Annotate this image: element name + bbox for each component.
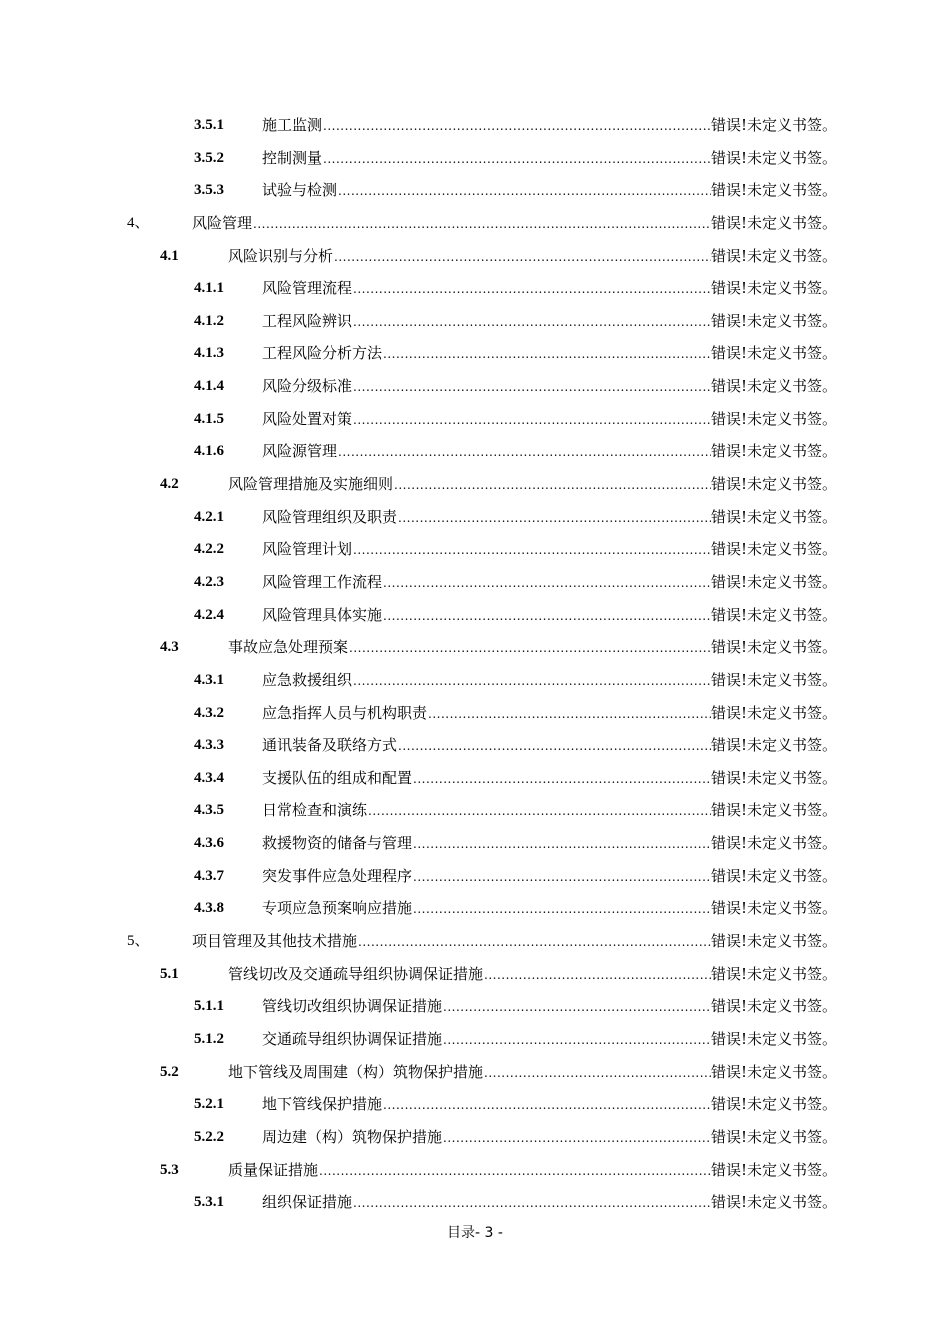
toc-entry-title: 风险处置对策 (262, 409, 353, 428)
toc-entry-number: 4.1.2 (194, 312, 224, 329)
toc-entry-number: 4.3.3 (194, 737, 224, 754)
toc-entry-title: 地下管线及周围建（构）筑物保护措施 (228, 1062, 484, 1081)
toc-entry-title: 交通疏导组织协调保证措施 (262, 1029, 443, 1048)
toc-entry-title: 风险管理具体实施 (262, 605, 383, 624)
dot-leader (383, 599, 711, 632)
toc-entry-number: 5.1.1 (194, 998, 224, 1015)
toc-entry-page: 错误!未定义书签。 (710, 1062, 837, 1081)
toc-entry[interactable] (0, 762, 950, 795)
toc-entry-page: 错误!未定义书签。 (710, 148, 837, 167)
toc-entry-number: 4.3.6 (194, 835, 224, 852)
toc-entry-title: 风险识别与分析 (228, 246, 334, 265)
dot-leader (323, 109, 711, 142)
toc-entry-number: 5.2 (160, 1063, 179, 1080)
toc-entry-number: 5、 (127, 933, 150, 950)
toc-entry-page: 错误!未定义书签。 (710, 703, 837, 722)
toc-entry[interactable] (0, 631, 950, 664)
toc-entry-page: 错误!未定义书签。 (710, 768, 837, 787)
toc-entry-page: 错误!未定义书签。 (710, 377, 837, 396)
toc-entry-title: 风险分级标准 (262, 377, 353, 396)
toc-entry-title: 地下管线保护措施 (262, 1095, 383, 1114)
toc-entry-page: 错误!未定义书签。 (710, 540, 837, 559)
dot-leader (334, 240, 711, 273)
toc-entry-title: 应急指挥人员与机构职责 (262, 703, 428, 722)
toc-entry-title: 周边建（构）筑物保护措施 (262, 1127, 443, 1146)
toc-entry[interactable] (0, 1088, 950, 1121)
toc-entry[interactable] (0, 142, 950, 175)
toc-entry-number: 4.2.2 (194, 541, 224, 558)
toc-entry[interactable] (0, 599, 950, 632)
toc-entry-title: 风险管理工作流程 (262, 572, 383, 591)
toc-entry-title: 专项应急预案响应措施 (262, 899, 413, 918)
toc-entry-page: 错误!未定义书签。 (710, 1160, 837, 1179)
toc-entry-number: 4、 (127, 214, 150, 231)
toc-entry-number: 4.2.1 (194, 508, 224, 525)
toc-entry-title: 组织保证措施 (262, 1193, 353, 1212)
toc-entry-page: 错误!未定义书签。 (710, 1127, 837, 1146)
toc-entry-title: 风险管理计划 (262, 540, 353, 559)
dot-leader (413, 860, 711, 893)
toc-entry[interactable] (0, 305, 950, 338)
dot-leader (383, 566, 711, 599)
toc-entry-title: 控制测量 (262, 148, 323, 167)
toc-entry-page: 错误!未定义书签。 (710, 932, 837, 951)
dot-leader (413, 762, 711, 795)
dot-leader (428, 697, 711, 730)
toc-entry-page: 错误!未定义书签。 (710, 899, 837, 918)
toc-entry-number: 4.1.1 (194, 280, 224, 297)
toc-entry-title: 救援物资的储备与管理 (262, 834, 413, 853)
toc-entry[interactable] (0, 860, 950, 893)
toc-entry-page: 错误!未定义书签。 (710, 475, 837, 494)
toc-entry[interactable] (0, 664, 950, 697)
toc-entry-number: 4.2.3 (194, 573, 224, 590)
dot-leader (383, 1088, 711, 1121)
dot-leader (484, 1056, 711, 1089)
toc-entry-page: 错误!未定义书签。 (710, 442, 837, 461)
toc-entry[interactable] (0, 435, 950, 468)
dot-leader (353, 403, 711, 436)
toc-entry[interactable] (0, 533, 950, 566)
dot-leader (338, 174, 711, 207)
toc-entry[interactable] (0, 729, 950, 762)
toc-entry[interactable] (0, 827, 950, 860)
toc-entry-title: 风险管理流程 (262, 279, 353, 298)
dot-leader (413, 827, 711, 860)
toc-entry-number: 4.1 (160, 247, 179, 264)
toc-entry-number: 4.3 (160, 639, 179, 656)
toc-entry-page: 错误!未定义书签。 (710, 834, 837, 853)
toc-entry-page: 错误!未定义书签。 (710, 866, 837, 885)
dot-leader (484, 958, 711, 991)
toc-entry[interactable] (0, 501, 950, 534)
toc-entry-number: 5.2.2 (194, 1128, 224, 1145)
page-footer: 目录- 3 - (447, 1225, 503, 1241)
toc-entry-number: 4.1.5 (194, 410, 224, 427)
toc-entry-title: 工程风险分析方法 (262, 344, 383, 363)
toc-entry[interactable] (0, 240, 950, 273)
dot-leader (338, 435, 711, 468)
toc-entry-number: 4.1.3 (194, 345, 224, 362)
toc-entry-page: 错误!未定义书签。 (710, 1193, 837, 1212)
dot-leader (353, 305, 711, 338)
toc-entry[interactable] (0, 207, 950, 240)
toc-entry-page: 错误!未定义书签。 (710, 638, 837, 657)
toc-entry-title: 日常检查和演练 (262, 801, 368, 820)
toc-entry-page: 错误!未定义书签。 (710, 572, 837, 591)
toc-entry-title: 管线切改及交通疏导组织协调保证措施 (228, 964, 484, 983)
toc-entry-page: 错误!未定义书签。 (710, 670, 837, 689)
toc-entry[interactable] (0, 1121, 950, 1154)
toc-entry-title: 质量保证措施 (228, 1160, 319, 1179)
toc-entry[interactable] (0, 1023, 950, 1056)
toc-entry-title: 事故应急处理预案 (228, 638, 349, 657)
toc-entry-page: 错误!未定义书签。 (710, 736, 837, 755)
toc-entry-page: 错误!未定义书签。 (710, 507, 837, 526)
toc-entry-page: 错误!未定义书签。 (710, 605, 837, 624)
toc-entry-title: 通讯装备及联络方式 (262, 736, 398, 755)
toc-entry-title: 项目管理及其他技术措施 (192, 932, 358, 951)
toc-entry[interactable] (0, 1154, 950, 1187)
toc-entry-number: 3.5.1 (194, 117, 224, 133)
toc-entry-page: 错误!未定义书签。 (710, 344, 837, 363)
toc-entry-number: 4.3.4 (194, 769, 224, 786)
toc-entry-page: 错误!未定义书签。 (710, 311, 837, 330)
dot-leader (368, 794, 711, 827)
dot-leader (353, 272, 711, 305)
toc-entry-title: 施工监测 (262, 116, 323, 134)
toc-entry-number: 5.1 (160, 965, 179, 982)
toc-entry-title: 应急救援组织 (262, 670, 353, 689)
toc-entry-number: 5.3.1 (194, 1194, 224, 1211)
toc-entry-title: 突发事件应急处理程序 (262, 866, 413, 885)
dot-leader (319, 1154, 711, 1187)
toc-entry[interactable] (0, 174, 950, 207)
toc-entry[interactable] (0, 566, 950, 599)
toc-entry-title: 工程风险辨识 (262, 311, 353, 330)
toc-entry-title: 风险源管理 (262, 442, 338, 461)
toc-entry-title: 风险管理措施及实施细则 (228, 475, 394, 494)
toc-entry-page: 错误!未定义书签。 (710, 213, 837, 232)
dot-leader (349, 631, 711, 664)
toc-entry-number: 4.2.4 (194, 606, 224, 623)
toc-entry[interactable] (0, 794, 950, 827)
toc-entry[interactable] (0, 403, 950, 436)
dot-leader (353, 1186, 711, 1219)
toc-entry[interactable] (0, 1056, 950, 1089)
toc-entry[interactable] (0, 370, 950, 403)
toc-entry-page: 错误!未定义书签。 (710, 1029, 837, 1048)
toc-entry[interactable] (0, 1186, 950, 1219)
toc-entry-number: 4.3.2 (194, 704, 224, 721)
toc-entry-number: 4.3.5 (194, 802, 224, 819)
dot-leader (398, 501, 711, 534)
toc-entry-page: 错误!未定义书签。 (710, 181, 837, 200)
toc-entry-title: 管线切改组织协调保证措施 (262, 997, 443, 1016)
dot-leader (358, 925, 711, 958)
toc-entry-page: 错误!未定义书签。 (710, 997, 837, 1016)
dot-leader (443, 1023, 711, 1056)
toc-entry-page: 错误!未定义书签。 (710, 801, 837, 820)
dot-leader (353, 664, 711, 697)
dot-leader (353, 533, 711, 566)
toc-entry[interactable] (0, 272, 950, 305)
toc-entry[interactable] (0, 892, 950, 925)
toc-entry[interactable] (0, 925, 950, 958)
dot-leader (323, 142, 711, 175)
dot-leader (383, 337, 711, 370)
dot-leader (443, 990, 711, 1023)
toc-entry[interactable] (0, 697, 950, 730)
toc-entry-page: 错误!未定义书签。 (710, 1095, 837, 1114)
toc-entry-title: 风险管理组织及职责 (262, 507, 398, 526)
dot-leader (443, 1121, 711, 1154)
toc-entry[interactable] (0, 468, 950, 501)
toc-entry-number: 4.3.8 (194, 900, 224, 917)
table-of-contents (0, 109, 950, 1219)
toc-entry-number: 3.5.2 (194, 149, 224, 166)
dot-leader (413, 892, 711, 925)
toc-entry-page: 错误!未定义书签。 (710, 116, 837, 134)
toc-entry-number: 5.2.1 (194, 1096, 224, 1113)
toc-entry-page: 错误!未定义书签。 (710, 409, 837, 428)
toc-entry[interactable] (0, 109, 950, 142)
dot-leader (398, 729, 711, 762)
toc-entry-page: 错误!未定义书签。 (710, 279, 837, 298)
toc-entry[interactable] (0, 337, 950, 370)
dot-leader (253, 207, 711, 240)
toc-entry-title: 试验与检测 (262, 181, 338, 200)
toc-entry-number: 3.5.3 (194, 182, 224, 199)
toc-entry[interactable] (0, 958, 950, 991)
dot-leader (394, 468, 711, 501)
toc-entry-number: 4.2 (160, 476, 179, 493)
toc-entry-number: 4.3.7 (194, 867, 224, 884)
toc-entry-number: 4.3.1 (194, 671, 224, 688)
toc-entry-number: 5.1.2 (194, 1030, 224, 1047)
toc-entry-number: 4.1.4 (194, 378, 224, 395)
toc-entry-number: 5.3 (160, 1161, 179, 1178)
toc-entry-title: 风险管理 (192, 213, 253, 232)
toc-entry-number: 4.1.6 (194, 443, 224, 460)
toc-entry-title: 支援队伍的组成和配置 (262, 768, 413, 787)
dot-leader (353, 370, 711, 403)
toc-entry-page: 错误!未定义书签。 (710, 964, 837, 983)
toc-entry[interactable] (0, 990, 950, 1023)
toc-entry-page: 错误!未定义书签。 (710, 246, 837, 265)
